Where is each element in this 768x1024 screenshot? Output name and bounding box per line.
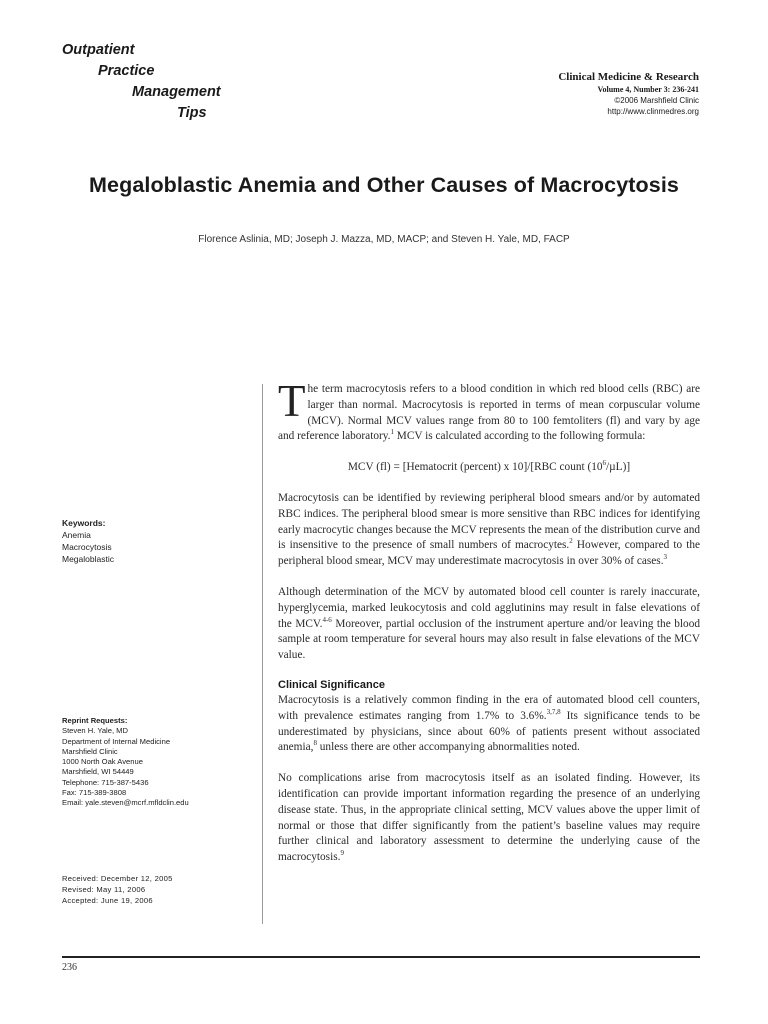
date-accepted: Accepted: June 19, 2006 xyxy=(62,896,153,905)
journal-name: Clinical Medicine & Research xyxy=(558,71,699,83)
citation[interactable]: 9 xyxy=(340,849,344,858)
article-title: Megaloblastic Anemia and Other Causes of Macrocytosis xyxy=(89,173,679,197)
reprint-line: 1000 North Oak Avenue xyxy=(62,757,143,767)
reprint-line: Telephone: 715-387-5436 xyxy=(62,777,149,787)
paragraph: Although determination of the MCV by automated blood cell counter is rarely inaccurate, hyperglycemia, marked leukocytosis and cold agglutinins may result in false elevations of the MCV.$^{4-6}$ Moreover, partial occlusion of the instrument aperture and/or leaving the blood sample at room temperature for several hours may also result in false elevations of the MCV value. xyxy=(278,585,700,662)
citation[interactable]: 1 xyxy=(390,428,394,437)
column-divider xyxy=(262,384,263,924)
citation[interactable]: 8 xyxy=(313,739,317,748)
keyword-item: Megaloblastic xyxy=(62,554,114,564)
series-title-line: Tips xyxy=(177,105,207,121)
page-number: 236 xyxy=(62,962,77,973)
mcv-formula: MCV (fl) = [Hematocrit (percent) x 10]/[RBC count $(10^6/\mu L)$] xyxy=(347,459,631,474)
keywords-block xyxy=(62,517,114,565)
reprint-line: Marshfield Clinic xyxy=(62,746,118,756)
dates-block xyxy=(62,873,173,906)
article-body xyxy=(278,376,700,866)
keyword-item: Macrocytosis xyxy=(62,542,112,552)
journal-volume: Volume 4, Number 3: 236-241 xyxy=(597,85,699,94)
citation[interactable]: 2 xyxy=(569,537,573,546)
citation[interactable]: 3,7,8 xyxy=(546,707,561,716)
journal-url[interactable]: http://www.clinmedres.org xyxy=(607,107,699,116)
series-title-line: Outpatient xyxy=(62,42,135,58)
article-authors: Florence Aslinia, MD; Joseph J. Mazza, MD, MACP; and Steven H. Yale, MD, FACP xyxy=(198,234,570,245)
citation[interactable]: 3 xyxy=(663,553,668,562)
journal-copyright: ©2006 Marshfield Clinic xyxy=(614,96,699,105)
series-title-line: Practice xyxy=(98,63,155,79)
journal-info xyxy=(558,70,699,117)
series-title-line: Management xyxy=(132,84,221,100)
paragraph-intro: The term macrocytosis refers to a blood condition in which red blood cells (RBC) are larger than normal. Macrocytosis is reported in terms of mean corpuscular volume (MCV). Normal MCV values range from 80 to 100 femtoliters (fl) and vary by age and reference laboratory.$^1$ MCV is calculated according to the following formula: xyxy=(278,376,700,443)
reprint-line: Marshfield, WI 54449 xyxy=(62,767,134,777)
keywords-heading: Keywords: xyxy=(62,518,106,528)
citation[interactable]: 4-6 xyxy=(322,615,332,624)
reprint-email[interactable]: Email: yale.steven@mcrf.mfldclin.edu xyxy=(62,798,189,808)
paragraph: Macrocytosis can be identified by reviewing peripheral blood smears and/or by automated RBC indices. The peripheral blood smear is more sensitive than RBC indices for identifying early macrocytic changes because the MCV represents the mean of the distribution curve and is insensitive to the presence of small numbers of macrocytes.$^2$ However, compared to the peripheral blood smear, MCV may underestimate macrocytosis in over 30% of cases.$^3$ xyxy=(278,491,700,568)
series-title xyxy=(62,40,221,124)
section-heading: Clinical Significance xyxy=(278,678,385,691)
reprint-line: Steven H. Yale, MD xyxy=(62,726,128,736)
date-received: Received: December 12, 2005 xyxy=(62,874,173,883)
reprint-requests-block xyxy=(62,716,189,809)
date-revised: Revised: May 11, 2006 xyxy=(62,885,146,894)
reprint-line: Fax: 715-389-3808 xyxy=(62,788,127,798)
drop-cap: T xyxy=(278,376,306,426)
paragraph: Macrocytosis is a relatively common finding in the era of automated blood cell counters, with prevalence estimates ranging from 1.7% to 3.6%.$^{3,7,8}$ Its significance tends to be underestimated by physicians, since about 60% of patients present without associated anemia,$^8$ unless there are other accompanying abnormalities noted. xyxy=(278,693,700,754)
reprint-heading: Reprint Requests: xyxy=(62,716,128,725)
reprint-line: Department of Internal Medicine xyxy=(62,736,171,746)
keyword-item: Anemia xyxy=(62,530,91,540)
footer-rule xyxy=(62,956,700,958)
paragraph: No complications arise from macrocytosis itself as an isolated finding. However, its identification can provide important information regarding the presence of an underlying disease state. Thus, in the appropriate clinical setting, MCV values above the upper limit of normal or those that differ significantly from the patient’s baseline values may require further clinical and laboratory assessment to determine the underlying cause of the macrocytosis.$^9$ xyxy=(278,772,700,864)
